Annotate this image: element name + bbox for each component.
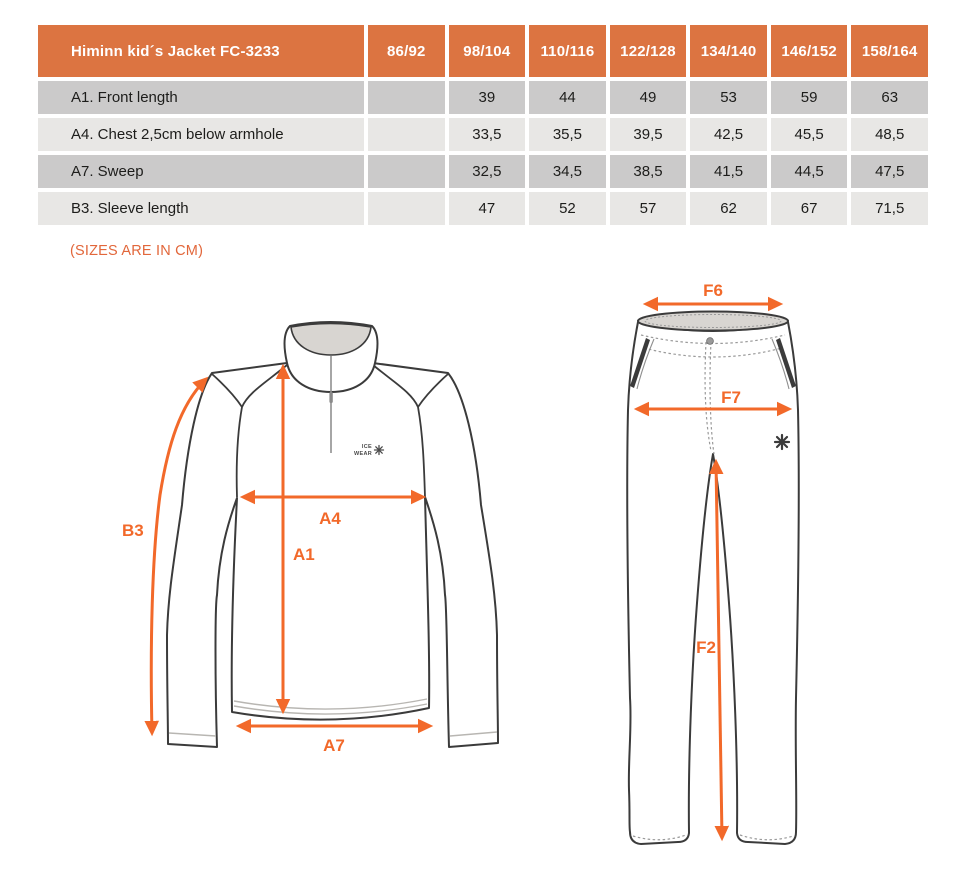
size-header-122-128: 122/128: [610, 25, 687, 77]
cell-value: 33,5: [449, 118, 526, 151]
cell-value: 42,5: [690, 118, 767, 151]
cell-value: 53: [690, 81, 767, 114]
a7-label: A7: [323, 736, 345, 755]
pants-waist: [638, 312, 788, 331]
row-label-front-length: A1. Front length: [38, 81, 364, 114]
cell-value: [368, 155, 445, 188]
cell-value: 59: [771, 81, 848, 114]
size-header-146-152: 146/152: [771, 25, 848, 77]
b3-label: B3: [122, 521, 144, 540]
cell-value: 52: [529, 192, 606, 225]
cell-value: 32,5: [449, 155, 526, 188]
waist-button: [707, 338, 714, 345]
snowflake-icon: [375, 446, 384, 455]
size-header-98-104: 98/104: [449, 25, 526, 77]
jacket-outline: [167, 363, 498, 747]
size-header-158-164: 158/164: [851, 25, 928, 77]
cell-value: 62: [690, 192, 767, 225]
f7-label: F7: [721, 388, 741, 407]
cell-value: 44: [529, 81, 606, 114]
cell-value: 63: [851, 81, 928, 114]
cell-value: 71,5: [851, 192, 928, 225]
pants-outline: [627, 322, 799, 844]
table-title: Himinn kid´s Jacket FC-3233: [38, 25, 364, 77]
cell-value: 67: [771, 192, 848, 225]
size-header-134-140: 134/140: [690, 25, 767, 77]
cell-value: 38,5: [610, 155, 687, 188]
brand-line2: WEAR: [353, 451, 372, 457]
cell-value: 49: [610, 81, 687, 114]
pants-diagram: [600, 278, 820, 870]
cell-value: [368, 118, 445, 151]
row-label-sweep: A7. Sweep: [38, 155, 364, 188]
cell-value: [368, 81, 445, 114]
cell-value: 47: [449, 192, 526, 225]
row-label-chest: A4. Chest 2,5cm below armhole: [38, 118, 364, 151]
size-table: [38, 25, 928, 225]
cell-value: 57: [610, 192, 687, 225]
snowflake-logo: [775, 435, 789, 449]
a1-label: A1: [293, 545, 315, 564]
cell-value: 44,5: [771, 155, 848, 188]
cell-value: 35,5: [529, 118, 606, 151]
cell-value: 39,5: [610, 118, 687, 151]
a4-label: A4: [319, 509, 341, 528]
f2-label: F2: [696, 638, 716, 657]
cell-value: 47,5: [851, 155, 928, 188]
brand-line1: ICE: [361, 444, 372, 450]
size-header-110-116: 110/116: [529, 25, 606, 77]
cell-value: [368, 192, 445, 225]
cell-value: 48,5: [851, 118, 928, 151]
cell-value: 34,5: [529, 155, 606, 188]
size-header-86-92: 86/92: [368, 25, 445, 77]
zipper-pull: [329, 392, 332, 403]
cell-value: 41,5: [690, 155, 767, 188]
cell-value: 39: [449, 81, 526, 114]
jacket-diagram: [100, 295, 540, 775]
cell-value: 45,5: [771, 118, 848, 151]
f6-label: F6: [703, 281, 723, 300]
row-label-sleeve-length: B3. Sleeve length: [38, 192, 364, 225]
sizes-unit-note: (SIZES ARE IN CM): [70, 243, 204, 259]
